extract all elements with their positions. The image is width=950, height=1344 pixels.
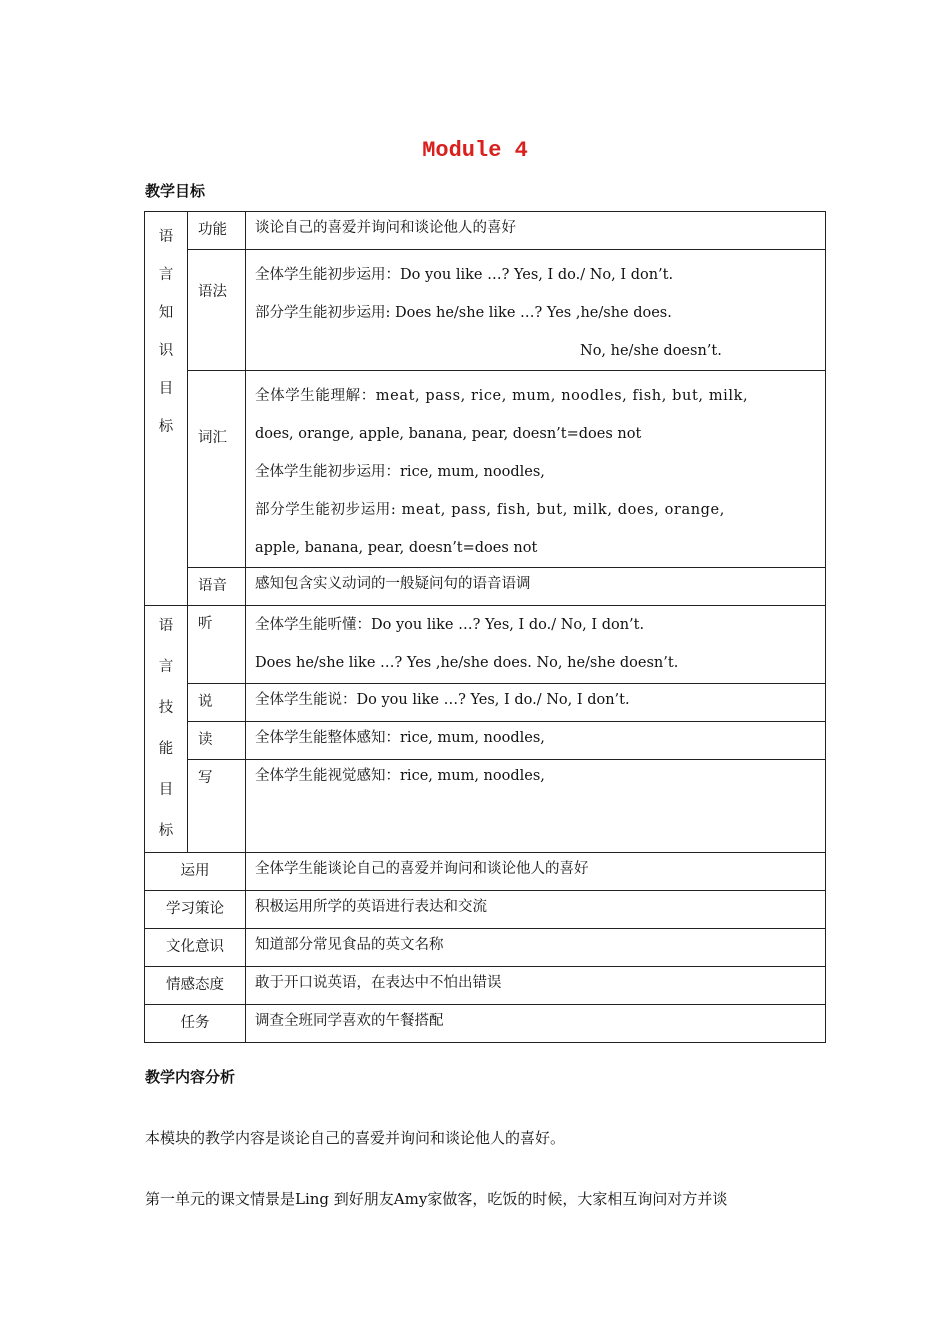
page-title: Module 4 bbox=[422, 138, 528, 163]
row-label-attitude: 情感态度 bbox=[145, 967, 246, 1005]
row-label-listen: 听 bbox=[188, 606, 246, 684]
row-text-vocab bbox=[246, 371, 826, 568]
vocab-line-4: 部分学生能初步运用: meat, pass, fish, but, milk, does, orange, bbox=[255, 502, 725, 518]
row-text-speak: 全体学生能说：Do you like …? Yes, I do./ No, I don’t. bbox=[246, 683, 826, 721]
row-label-grammar: 语法 bbox=[188, 250, 246, 371]
group-char: 标 bbox=[158, 419, 174, 435]
row-label-apply: 运用 bbox=[145, 853, 246, 891]
row-label-function: 功能 bbox=[188, 212, 246, 250]
vocab-line-5: apple, banana, pear, doesn’t=does not bbox=[255, 540, 538, 556]
vocab-line-3: 全体学生能初步运用：rice, mum, noodles, bbox=[255, 464, 545, 480]
group-char: 能 bbox=[158, 741, 174, 757]
grammar-line-1: 全体学生能初步运用：Do you like …? Yes, I do./ No, I don’t. bbox=[255, 267, 674, 283]
row-text-task: 调查全班同学喜欢的午餐搭配 bbox=[246, 1005, 826, 1043]
row-label-task: 任务 bbox=[145, 1005, 246, 1043]
row-label-culture: 文化意识 bbox=[145, 929, 246, 967]
row-label-speak: 说 bbox=[188, 683, 246, 721]
row-text-strategy: 积极运用所学的英语进行表达和交流 bbox=[246, 891, 826, 929]
section-heading-goals: 教学目标 bbox=[145, 182, 206, 200]
group-label-skills bbox=[145, 606, 188, 853]
listen-line-2: Does he/she like …? Yes ,he/she does. No, he/she doesn’t. bbox=[255, 655, 679, 671]
group-char: 言 bbox=[158, 659, 174, 675]
group-char: 识 bbox=[158, 343, 174, 359]
goals-table bbox=[144, 211, 826, 1043]
vocab-line-1: 全体学生能理解：meat, pass, rice, mum, noodles, fish, but, milk, bbox=[255, 388, 749, 404]
row-text-phonetics: 感知包含实义动词的一般疑问句的语音语调 bbox=[246, 568, 826, 606]
group-char: 技 bbox=[158, 700, 174, 716]
vocab-line-2: does, orange, apple, banana, pear, doesn’t=does not bbox=[255, 426, 642, 442]
group-char: 标 bbox=[158, 823, 174, 839]
row-label-read: 读 bbox=[188, 721, 246, 759]
group-char: 言 bbox=[158, 267, 174, 283]
section-heading-analysis: 教学内容分析 bbox=[145, 1068, 236, 1086]
row-text-write: 全体学生能视觉感知：rice, mum, noodles, bbox=[246, 760, 826, 853]
group-char: 语 bbox=[158, 229, 174, 245]
row-text-attitude: 敢于开口说英语，在表达中不怕出错误 bbox=[246, 967, 826, 1005]
row-text-apply: 全体学生能谈论自己的喜爱并询问和谈论他人的喜好 bbox=[246, 853, 826, 891]
row-label-write: 写 bbox=[188, 760, 246, 853]
group-char: 知 bbox=[158, 305, 174, 321]
group-label-knowledge bbox=[145, 212, 188, 606]
row-text-function: 谈论自己的喜爱并询问和谈论他人的喜好 bbox=[246, 212, 826, 250]
row-text-culture: 知道部分常见食品的英文名称 bbox=[246, 929, 826, 967]
grammar-line-3: No, he/she doesn’t. bbox=[580, 343, 722, 359]
group-char: 目 bbox=[158, 782, 174, 798]
body-paragraph: 本模块的教学内容是谈论自己的喜爱并询问和谈论他人的喜好。 bbox=[145, 1129, 566, 1147]
row-text-listen bbox=[246, 606, 826, 684]
row-label-vocab: 词汇 bbox=[188, 371, 246, 568]
group-char: 语 bbox=[158, 618, 174, 634]
row-label-strategy: 学习策论 bbox=[145, 891, 246, 929]
grammar-line-2: 部分学生能初步运用: Does he/she like …? Yes ,he/she does. bbox=[255, 305, 672, 321]
listen-line-1: 全体学生能听懂：Do you like …? Yes, I do./ No, I don’t. bbox=[255, 617, 645, 633]
body-paragraph: 第一单元的课文情景是Ling 到好朋友Amy家做客，吃饭的时候，大家相互询问对方并谈 bbox=[145, 1190, 728, 1208]
row-text-grammar bbox=[246, 250, 826, 371]
row-label-phonetics: 语音 bbox=[188, 568, 246, 606]
group-char: 目 bbox=[158, 381, 174, 397]
row-text-read: 全体学生能整体感知：rice, mum, noodles, bbox=[246, 721, 826, 759]
